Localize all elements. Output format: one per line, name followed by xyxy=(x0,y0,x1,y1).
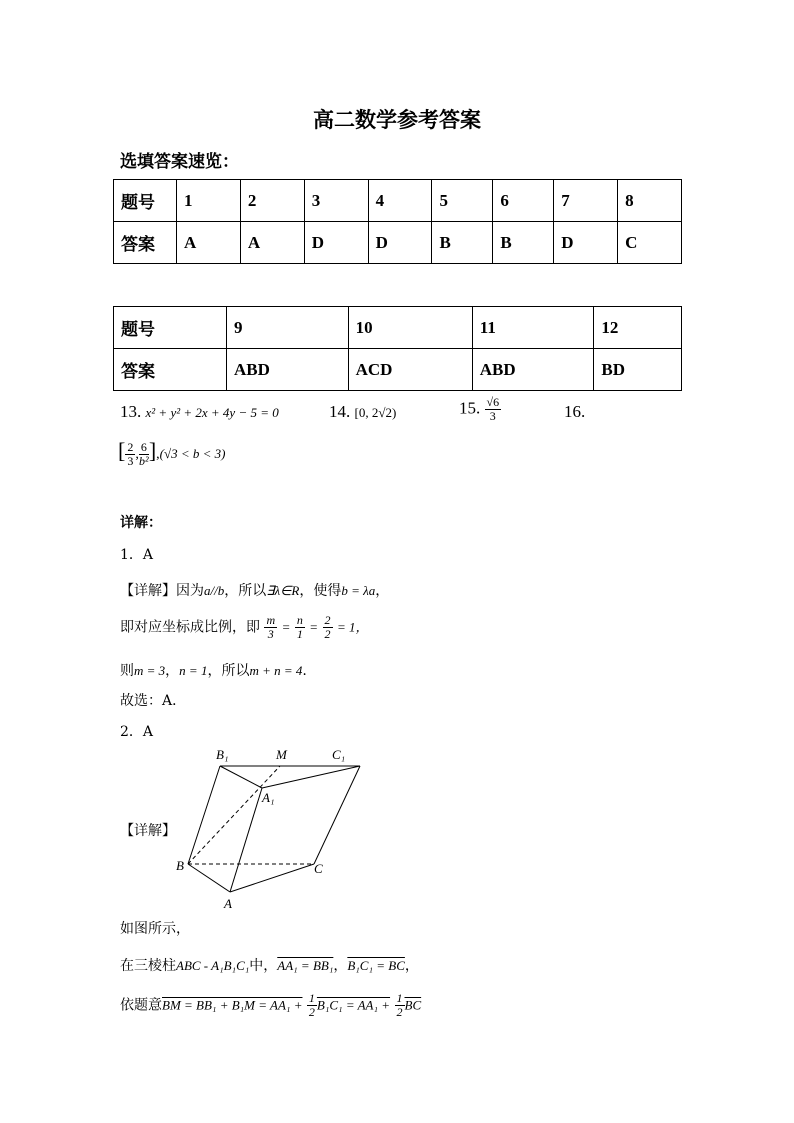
table-row xyxy=(114,180,682,222)
q15-numerator: √6 xyxy=(486,395,500,409)
label-c: C xyxy=(314,861,323,876)
table-cell: 2 xyxy=(240,180,304,222)
table-cell: B xyxy=(432,222,493,264)
table-cell: D xyxy=(304,222,368,264)
label-b1: B₁ xyxy=(216,747,229,762)
numerator: 1 xyxy=(396,991,403,1005)
math-span: ABC - A₁B₁C₁ xyxy=(176,958,250,973)
math-span: n = 1 xyxy=(179,663,208,678)
table-cell: 6 xyxy=(493,180,554,222)
math-span: m = 3 xyxy=(134,663,166,678)
section-subtitle: 选填答案速览： xyxy=(120,152,239,172)
edge-ba xyxy=(188,864,230,892)
label-b: B xyxy=(176,858,184,873)
segment-bm-hidden xyxy=(188,766,280,864)
table-cell: 4 xyxy=(368,180,432,222)
table-header-cell: 答案 xyxy=(114,222,177,264)
q15-fraction xyxy=(485,396,502,423)
table-cell: 11 xyxy=(472,307,594,349)
q2-line2 xyxy=(120,955,419,975)
q2-line1: 如图所示， xyxy=(120,921,190,937)
edge-c1c xyxy=(314,766,360,864)
denominator: 2 xyxy=(324,627,331,641)
table-cell: 8 xyxy=(618,180,682,222)
q14-expression: [0, 2√2) xyxy=(354,405,397,420)
fraction xyxy=(295,614,305,641)
table-cell: 3 xyxy=(304,180,368,222)
table-cell: 12 xyxy=(594,307,682,349)
q13-answer xyxy=(120,402,279,422)
numerator: 1 xyxy=(308,991,315,1005)
detail-heading: 详解： xyxy=(120,515,162,531)
table-cell: A xyxy=(177,222,241,264)
prism-diagram xyxy=(170,740,370,915)
q16-a-numerator: 2 xyxy=(127,440,134,455)
table-row xyxy=(114,222,682,264)
vector-expr: $\overline{BC}$ xyxy=(404,997,422,1013)
fraction-half xyxy=(395,992,405,1019)
q1-line2: 即对应坐标成比例，即 $\frac{m}{3}$ = $\frac{n}{1}$ = $\frac{2}{2}$ = 1， xyxy=(120,613,369,641)
text-span: ，使得 xyxy=(299,583,342,599)
edge-b1b xyxy=(188,766,220,864)
text-span: . xyxy=(302,663,307,679)
q14-number: 14. xyxy=(329,402,351,421)
text-span: ，所以 xyxy=(207,663,250,679)
numerator: 2 xyxy=(324,613,331,627)
text-span: 【详解】因为 xyxy=(120,583,204,599)
edge-ac xyxy=(230,864,314,892)
q2-detail-tag: 【详解】 xyxy=(120,823,176,839)
vector-expr: B₁C₁ = AA₁ + xyxy=(316,997,391,1013)
text-span: ，所以 xyxy=(224,583,267,599)
vector-expr: AA₁ = BB₁ xyxy=(277,958,334,973)
q16-fraction-b xyxy=(139,441,149,468)
label-a1: A₁ xyxy=(262,790,275,805)
numerator: n xyxy=(296,613,303,627)
label-m: M xyxy=(276,747,287,762)
edge-b1a1 xyxy=(220,766,262,788)
table-cell: D xyxy=(554,222,618,264)
table-cell: ACD xyxy=(348,349,472,391)
q16-a-denominator: 3 xyxy=(127,454,134,469)
table-row xyxy=(114,349,682,391)
table-cell: A xyxy=(240,222,304,264)
q1-line3 xyxy=(120,660,307,680)
q13-number: 13. xyxy=(120,402,142,421)
page-title: 高二数学参考答案 xyxy=(313,107,481,132)
table-cell: D xyxy=(368,222,432,264)
denominator: 2 xyxy=(308,1005,315,1019)
q16-fraction-a xyxy=(125,441,135,468)
table-header-cell: 题号 xyxy=(114,180,177,222)
label-c1: C₁ xyxy=(332,747,346,762)
denominator: 3 xyxy=(267,627,274,641)
text-span: ， xyxy=(165,663,180,679)
answer-table-1 xyxy=(113,179,682,264)
q1-line1 xyxy=(120,580,389,600)
q15-answer xyxy=(459,396,501,423)
table-cell: ABD xyxy=(227,349,349,391)
label-a: A xyxy=(224,896,232,911)
q1-conclusion: 故选：A． xyxy=(120,693,187,709)
table-cell: BD xyxy=(594,349,682,391)
table-cell: B xyxy=(493,222,554,264)
table-cell: 9 xyxy=(227,307,349,349)
q1-label: 1．A xyxy=(120,547,154,563)
fraction xyxy=(323,614,333,641)
q16-answer: [ $\frac{2}{3}$ , $\frac{6}{\text{b²}}$ ],(√3 < b < 3) xyxy=(118,438,226,469)
q2-line3 xyxy=(120,992,421,1019)
text-span: ， xyxy=(333,958,348,974)
math-span: b = λa xyxy=(341,583,376,598)
fraction-half xyxy=(307,992,317,1019)
vector-expr: BM = BB₁ + B₁M = AA₁ + xyxy=(162,997,303,1013)
math-span: ∃λ∈R xyxy=(266,583,300,598)
q16-condition: (√3 < b < 3) xyxy=(159,446,226,461)
math-span: m + n = 4 xyxy=(249,663,303,678)
q16-b-denominator: b² xyxy=(139,454,149,469)
numerator: m xyxy=(266,613,276,627)
table-cell: C xyxy=(618,222,682,264)
math-span: a//b xyxy=(204,583,225,598)
text-span: 在三棱柱 xyxy=(120,958,176,974)
text-span: 依题意 xyxy=(120,997,162,1014)
q2-label: 2．A xyxy=(120,724,154,740)
q14-answer xyxy=(329,402,396,422)
table-cell: 1 xyxy=(177,180,241,222)
q16-number: 16. xyxy=(564,402,586,421)
q16-b-numerator: 6 xyxy=(140,440,147,455)
q13-expression: x² + y² + 2x + 4y − 5 = 0 xyxy=(145,405,279,420)
math-span: = 1， xyxy=(336,619,369,635)
table-row xyxy=(114,307,682,349)
vector-expr: B₁C₁ = BC xyxy=(347,958,405,973)
denominator: 1 xyxy=(296,627,303,641)
q15-denominator: 3 xyxy=(489,409,496,423)
text-span: 即对应坐标成比例，即 xyxy=(120,619,260,636)
table-cell: 10 xyxy=(348,307,472,349)
text-span: 中， xyxy=(249,958,278,974)
text-span: ， xyxy=(375,583,390,599)
table-cell: 7 xyxy=(554,180,618,222)
table-header-cell: 答案 xyxy=(114,349,227,391)
text-span: 则 xyxy=(120,663,134,679)
table-cell: 5 xyxy=(432,180,493,222)
table-cell: ABD xyxy=(472,349,594,391)
fraction xyxy=(264,614,277,641)
denominator: 2 xyxy=(396,1005,403,1019)
text-span: ， xyxy=(404,958,419,974)
q15-number: 15. xyxy=(459,398,481,418)
answer-table-2 xyxy=(113,306,682,391)
table-header-cell: 题号 xyxy=(114,307,227,349)
edge-a1a xyxy=(230,788,262,892)
